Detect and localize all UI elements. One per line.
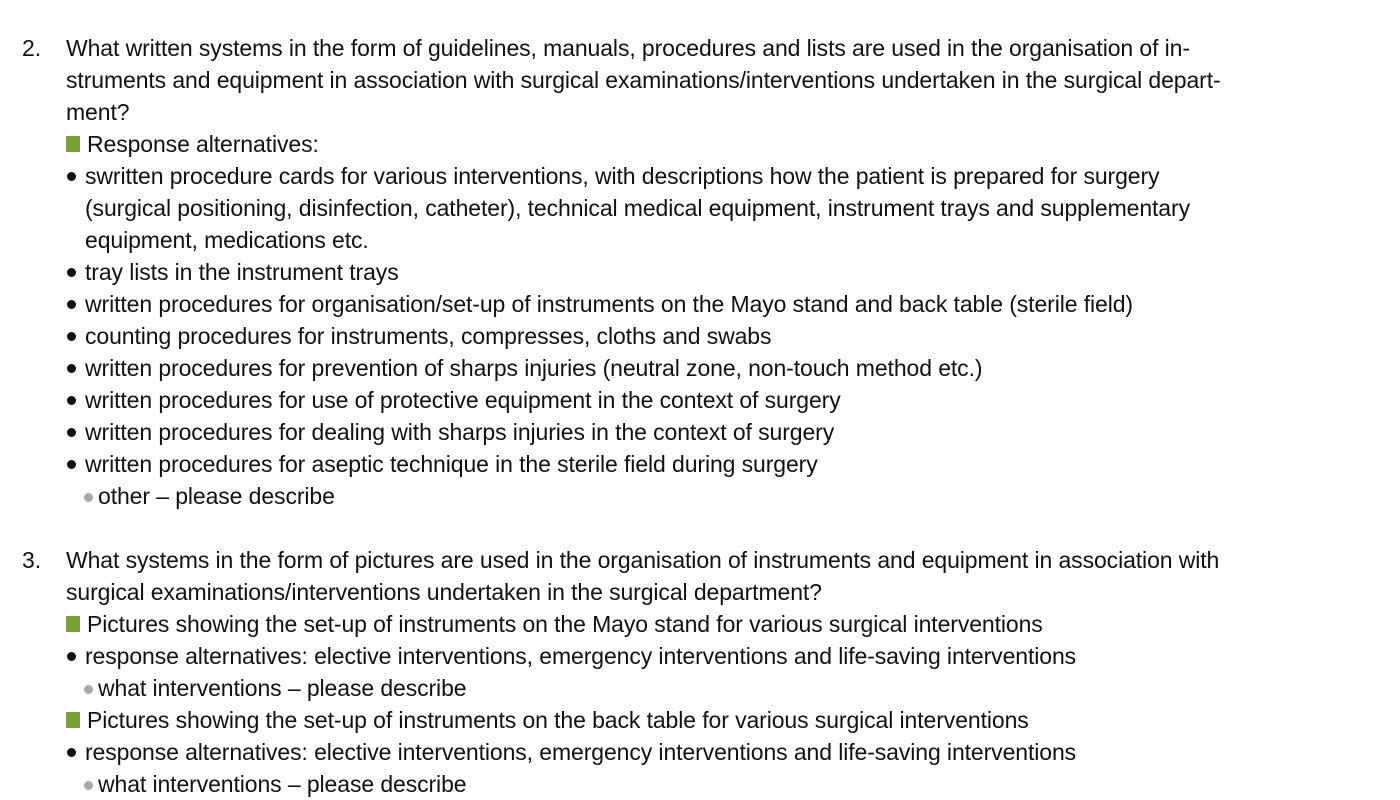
sub-bullet-item: other – please describe (98, 483, 335, 509)
bullet-item-line: equipment, medications etc. (85, 227, 369, 253)
question-2-text-line-3: ment? (66, 99, 130, 125)
bullet-item-line: written procedures for use of protective equipment in the context of surgery (85, 387, 841, 413)
question-2-text-line-1: What written systems in the form of guidelines, manuals, procedures and lists are used in the organisation of in- (66, 35, 1190, 61)
bullet-item-line: written procedures for prevention of sharps injuries (neutral zone, non-touch method etc.) (85, 355, 983, 381)
bullet-item-line: written procedures for dealing with sharps injuries in the context of surgery (85, 419, 835, 445)
response-alternatives-heading: Response alternatives: (87, 131, 319, 157)
bullet-dot (67, 268, 76, 277)
sub-bullet-item: what interventions – please describe (98, 675, 467, 701)
bullet-item-line: counting procedures for instruments, compresses, cloths and swabs (85, 323, 772, 349)
sub-bullet-item: what interventions – please describe (98, 771, 467, 797)
question-3-text-line-1: What systems in the form of pictures are used in the organisation of instruments and equipment in association with (66, 547, 1220, 573)
question-2-number: 2. (22, 35, 42, 61)
question-3-text-line-2: surgical examinations/interventions undertaken in the surgical department? (66, 579, 822, 605)
sub-bullet-dot (84, 685, 93, 694)
bullet-item-line: tray lists in the instrument trays (85, 259, 399, 285)
bullet-dot (67, 460, 76, 469)
pictures-section-heading: Pictures showing the set-up of instruments on the back table for various surgical interventions (87, 707, 1029, 733)
sub-bullet-dot (84, 493, 93, 502)
bullet-dot (67, 364, 76, 373)
bullet-item-line: (surgical positioning, disinfection, catheter), technical medical equipment, instrument trays and supplementary (85, 195, 1190, 221)
question-2-text-line-2: struments and equipment in association with surgical examinations/interventions undertaken in the surgical depart- (66, 67, 1221, 93)
bullet-dot (67, 300, 76, 309)
bullet-dot (67, 332, 76, 341)
pictures-section-heading: Pictures showing the set-up of instruments on the Mayo stand for various surgical interventions (87, 611, 1043, 637)
bullet-dot (67, 396, 76, 405)
green-square-marker (66, 616, 80, 632)
bullet-dot (67, 652, 76, 661)
bullet-dot (67, 172, 76, 181)
bullet-item-line: swritten procedure cards for various interventions, with descriptions how the patient is prepared for surgery (85, 163, 1160, 189)
bullet-item-line: written procedures for organisation/set-up of instruments on the Mayo stand and back table (sterile field) (85, 291, 1133, 317)
question-3-number: 3. (22, 547, 42, 573)
bullet-item-line: response alternatives: elective interventions, emergency interventions and life-saving interventions (85, 739, 1077, 765)
bullet-dot (67, 748, 76, 757)
bullet-item-line: response alternatives: elective interventions, emergency interventions and life-saving interventions (85, 643, 1077, 669)
green-square-marker (66, 136, 80, 152)
bullet-item-line: written procedures for aseptic technique in the sterile field during surgery (85, 451, 818, 477)
green-square-marker (66, 712, 80, 728)
bullet-dot (67, 428, 76, 437)
